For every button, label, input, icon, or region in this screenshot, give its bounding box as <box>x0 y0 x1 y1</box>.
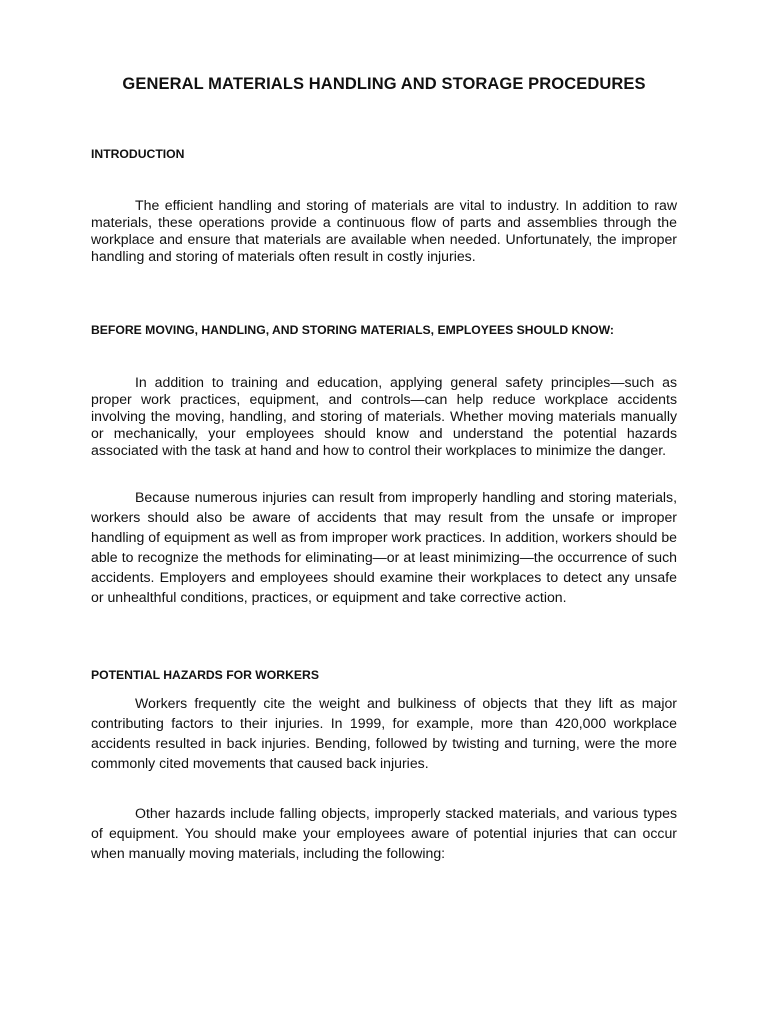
potential-hazards-paragraph-1: Workers frequently cite the weight and bulkiness of objects that they lift as major contributing factors to their injuries. In 1999, for example, more than 420,000 workplace accidents resulted in back injuries. Bending, followed by twisting and turning, were the more commonly cited movements that caused back injuries. <box>91 695 677 771</box>
intro-paragraph: The efficient handling and storing of materials are vital to industry. In addition to raw materials, these operations provide a continuous flow of parts and assemblies through the workplace and ensure that materials are available when needed. Unfortunately, the improper handling and storing of materials often result in costly injuries. <box>91 197 677 264</box>
section-heading-before-moving: BEFORE MOVING, HANDLING, AND STORING MATERIALS, EMPLOYEES SHOULD KNOW: <box>91 323 614 337</box>
section-heading-potential-hazards: POTENTIAL HAZARDS FOR WORKERS <box>91 668 319 682</box>
before-moving-paragraph-2: Because numerous injuries can result from improperly handling and storing materials, workers should also be aware of accidents that may result from the unsafe or improper handling of equipment as well as from improper work practices. In addition, workers should be able to recognize the methods for eliminating—or at least minimizing—the occurrence of such accidents. Employers and employees should examine their workplaces to detect any unsafe or unhealthful conditions, practices, or equipment and take corrective action. <box>91 489 677 605</box>
section-heading-introduction: INTRODUCTION <box>91 147 185 161</box>
document-title: GENERAL MATERIALS HANDLING AND STORAGE PROCEDURES <box>122 75 646 93</box>
potential-hazards-paragraph-2: Other hazards include falling objects, improperly stacked materials, and various types of equipment. You should make your employees aware of potential injuries that can occur when manually moving materials, including the following: <box>91 805 677 861</box>
before-moving-paragraph-1: In addition to training and education, applying general safety principles—such as proper work practices, equipment, and controls—can help reduce workplace accidents involving the moving, handling, and storing of materials. Whether moving materials manually or mechanically, your employees should know and understand the potential hazards associated with the task at hand and how to control their workplaces to minimize the danger. <box>91 374 677 458</box>
